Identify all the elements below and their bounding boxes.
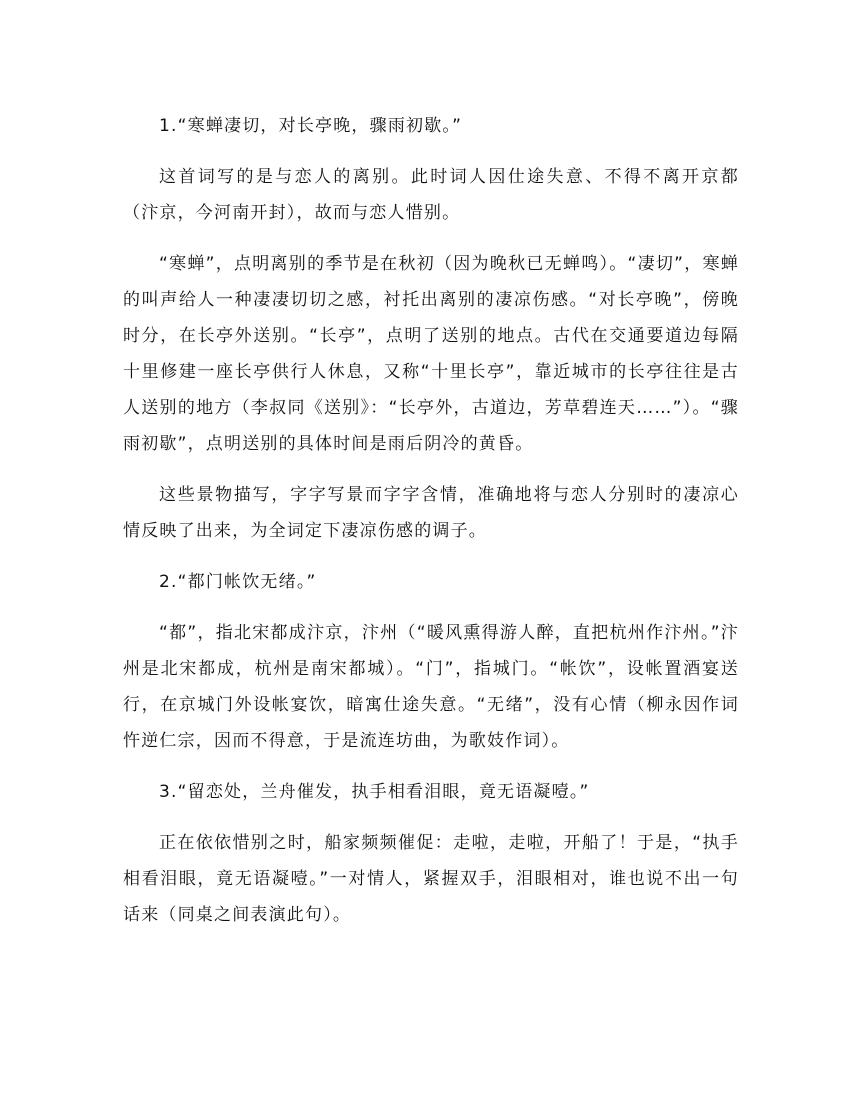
section-2-paragraph-1: “都”，指北宋都成汴京，汴州（“暖风熏得游人醉，直把杭州作汴州。”汴州是北宋都成，杭州是南宋都城）。“门”，指城门。“帐饮”，设帐置酒宴送行，在京城门外设帐宴饮，暗寓仕途失意。“无绪”，没有心情（柳永因作词忤逆仁宗，因而不得意，于是流连坊曲，为歌妓作词）。 <box>123 623 739 751</box>
section-3-heading: 3.“留恋处，兰舟催发，执手相看泪眼，竟无语凝噎。” <box>159 782 590 802</box>
document-body <box>123 108 739 933</box>
section-1-paragraph-1: 这首词写的是与恋人的离别。此时词人因仕途失意、不得不离开京都（汴京，今河南开封），故而与恋人惜别。 <box>123 167 739 223</box>
section-3-paragraph-1: 正在依依惜别之时，船家频频催促：走啦，走啦，开船了！于是，“执手相看泪眼，竟无语凝噎。”一对情人，紧握双手，泪眼相对，谁也说不出一句话来（同桌之间表演此句）。 <box>123 833 739 925</box>
section-1-paragraph-3: 这些景物描写，字字写景而字字含情，准确地将与恋人分别时的凄凉心情反映了出来，为全词定下凄凉伤感的调子。 <box>123 485 739 541</box>
section-1-heading: 1.“寒蝉凄切，对长亭晚，骤雨初歇。” <box>159 116 463 136</box>
section-1-paragraph-2: “寒蝉”，点明离别的季节是在秋初（因为晚秋已无蝉鸣）。“凄切”，寒蝉的叫声给人一种凄凄切切之感，衬托出离别的凄凉伤感。“对长亭晚”，傍晚时分，在长亭外送别。“长亭”，点明了送别的地点。古代在交通要道边每隔十里修建一座长亭供行人休息，又称“十里长亭”，靠近城市的长亭往往是古人送别的地方（李叔同《送别》：“长亭外，古道边，芳草碧连天……”）。“骤雨初歇”，点明送别的具体时间是雨后阴冷的黄昏。 <box>123 254 739 454</box>
section-2-heading: 2.“都门帐饮无绪。” <box>159 572 317 592</box>
